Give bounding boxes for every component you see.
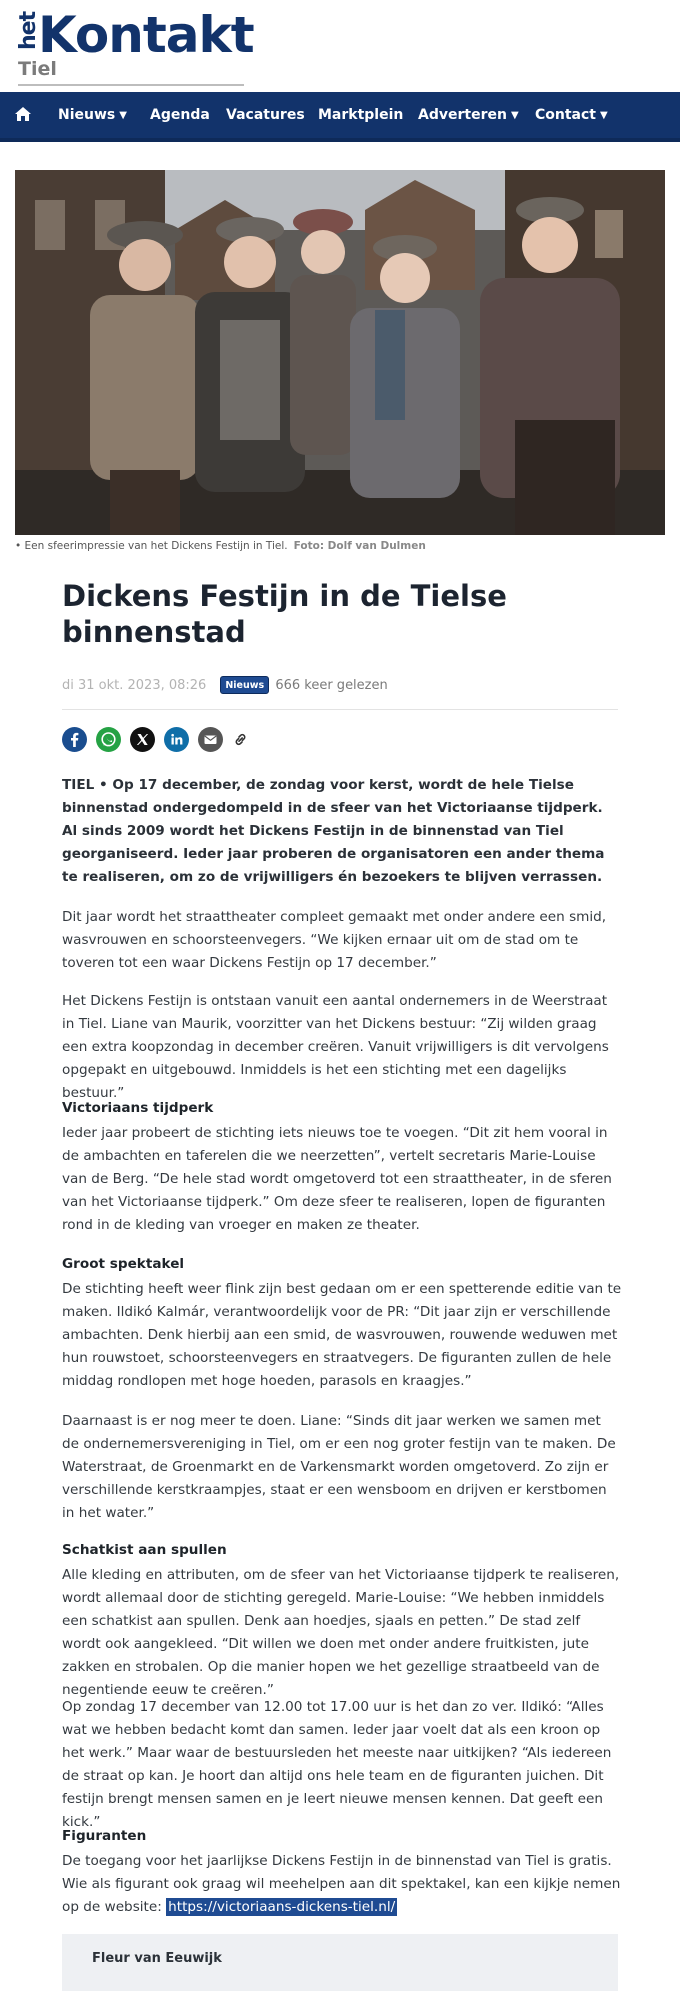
article-paragraph: Dit jaar wordt het straattheater compleet gemaakt met onder andere een smid, wasvrouwen en schoorsteenvegers. “We kijken ernaar uit om de stad om te toveren tot een waar Dickens Festijn op 17 december.” — [62, 909, 607, 971]
nav-item-contact[interactable]: Contact ▼ — [535, 92, 608, 138]
hero-photo — [15, 170, 665, 535]
section-heading: Groot spektakel — [62, 1256, 185, 1272]
author-box — [62, 1934, 618, 1991]
nav-item-adverteren[interactable]: Adverteren ▼ — [418, 92, 519, 138]
chevron-down-icon: ▼ — [119, 110, 127, 121]
section-heading: Figuranten — [62, 1828, 147, 1844]
article-paragraph: Daarnaast is er nog meer te doen. Liane: “Sinds dit jaar werken we samen met de ondernemersvereniging in Tiel, om er een nog groter festijn van te maken. De Waterstraat, de Groenmarkt en de Varkensmarkt worden omgetoverd. Zo zijn er verschillende kerstkraampjes, staat er een wensboom en drijven er kerstbomen in het water.” — [62, 1413, 616, 1521]
home-icon[interactable] — [14, 106, 32, 122]
article-paragraph: Ieder jaar probeert de stichting iets nieuws toe te voegen. “Dit zit hem vooral in de ambachten en taferelen die we neerzetten”, vertelt secretaris Marie-Louise van de Berg. “De hele stad wordt omgetoverd tot een straattheater, in de sferen van het Victoriaanse tijdperk.” Om deze sfeer te realiseren, lopen de figuranten rond in de kleding van vroeger en maken ze theater. — [62, 1125, 612, 1233]
article-paragraph: Op zondag 17 december van 12.00 tot 17.00 uur is het dan zo ver. Ildikó: “Alles wat we hebben bedacht komt dan samen. Ieder jaar voelt dat als een kroon op het werk.” Maar waar de bestuursleden het meeste naar uitkijken? “Als iedereen de straat op kan. Je hoort dan altijd ons hele team en de figuranten juichen. Dit festijn brengt mensen samen en je leert nieuwe mensen kennen. Dat geeft een kick.” — [62, 1699, 612, 1830]
logo-divider — [18, 84, 244, 86]
chevron-down-icon: ▼ — [600, 110, 608, 121]
meta-divider — [62, 709, 618, 710]
section-heading: Victoriaans tijdperk — [62, 1100, 214, 1116]
whatsapp-icon[interactable] — [96, 727, 121, 752]
article-lead: TIEL • Op 17 december, de zondag voor kerst, wordt de hele Tielse binnenstad ondergedompeld in de sfeer van het Victoriaanse tijdperk. Al sinds 2009 wordt het Dickens Festijn in de binnenstad van Tiel georganiseerd. Ieder jaar proberen de organisatoren een ander thema te realiseren, om zo de vrijwilligers én bezoekers te blijven verrassen. — [62, 777, 605, 885]
article-paragraph: Alle kleding en attributen, om de sfeer van het Victoriaanse tijdperk te realiseren, wordt allemaal door de stichting geregeld. Marie-Louise: “We hebben inmiddels een schatkist aan spullen. Denk aan hoedjes, sjaals en petten.” De stad zelf wordt ook aangekleed. “Dit willen we doen met onder andere fruitkisten, jute zakken en strobalen. Op die manier hopen we het gezellige straatbeeld van de negentiende eeuw te creëren.” — [62, 1567, 620, 1698]
nav-item-agenda[interactable]: Agenda — [150, 107, 210, 123]
logo-het: het — [16, 11, 41, 50]
linkedin-icon[interactable] — [164, 727, 189, 752]
x-icon[interactable] — [130, 727, 155, 752]
chevron-down-icon: ▼ — [510, 110, 519, 121]
hero-illustration — [15, 170, 665, 535]
read-count: 666 keer gelezen — [275, 678, 388, 693]
site-logo[interactable] — [16, 6, 254, 88]
nav-item-nieuws[interactable]: Nieuws ▼ — [58, 92, 127, 138]
festival-website-link[interactable]: https://victoriaans-dickens-tiel.nl/ — [168, 1899, 396, 1915]
nav-item-vacatures[interactable]: Vacatures — [226, 107, 305, 123]
category-badge[interactable]: Nieuws — [220, 676, 269, 694]
article-meta — [62, 676, 388, 696]
author-name[interactable]: Fleur van Eeuwijk — [92, 1951, 222, 1966]
article-paragraph: Het Dickens Festijn is ontstaan vanuit een aantal ondernemers in de Weerstraat in Tiel. Liane van Maurik, voorzitter van het Dickens bestuur: “Zij wilden graag een extra koopzondag in december creëren. Vanuit vrijwilligers is dit vervolgens opgepakt en uitgebouwd. Inmiddels is het een stichting met een dagelijks bestuur.” — [62, 993, 609, 1101]
nav-item-marktplein[interactable]: Marktplein — [318, 107, 404, 123]
article-title: Dickens Festijn in de Tielse binnenstad — [62, 579, 507, 649]
photo-credit: Foto: Dolf van Dulmen — [293, 540, 426, 552]
logo-main: Kontakt — [38, 6, 254, 64]
section-heading: Schatkist aan spullen — [62, 1542, 227, 1558]
email-icon[interactable] — [198, 727, 223, 752]
article-paragraph: De toegang voor het jaarlijkse Dickens Festijn in de binnenstad van Tiel is gratis. Wie als figurant ook graag wil meehelpen aan dit spektakel, kan een kijkje nemen op de website: https://victoriaans-dickens-tiel.nl/ — [62, 1853, 621, 1915]
logo-city: Tiel — [18, 58, 57, 80]
article-date: di 31 okt. 2023, 08:26 — [62, 678, 207, 693]
photo-caption: • Een sfeerimpressie van het Dickens Festijn in Tiel. Foto: Dolf van Dulmen — [15, 540, 426, 552]
facebook-icon[interactable] — [62, 727, 87, 752]
link-icon[interactable] — [228, 727, 253, 752]
main-nav — [0, 92, 680, 142]
article-paragraph: De stichting heeft weer flink zijn best gedaan om er een spetterende editie van te maken. Ildikó Kalmár, verantwoordelijk voor de PR: “Dit jaar zijn er verschillende ambachten. Denk hierbij aan een smid, de wasvrouwen, rouwende weduwen met hun rouwstoet, schoorsteenvegers en straatvegers. De figuranten zullen de hele middag rondlopen met hoge hoeden, parasols en kraagjes.” — [62, 1281, 622, 1389]
